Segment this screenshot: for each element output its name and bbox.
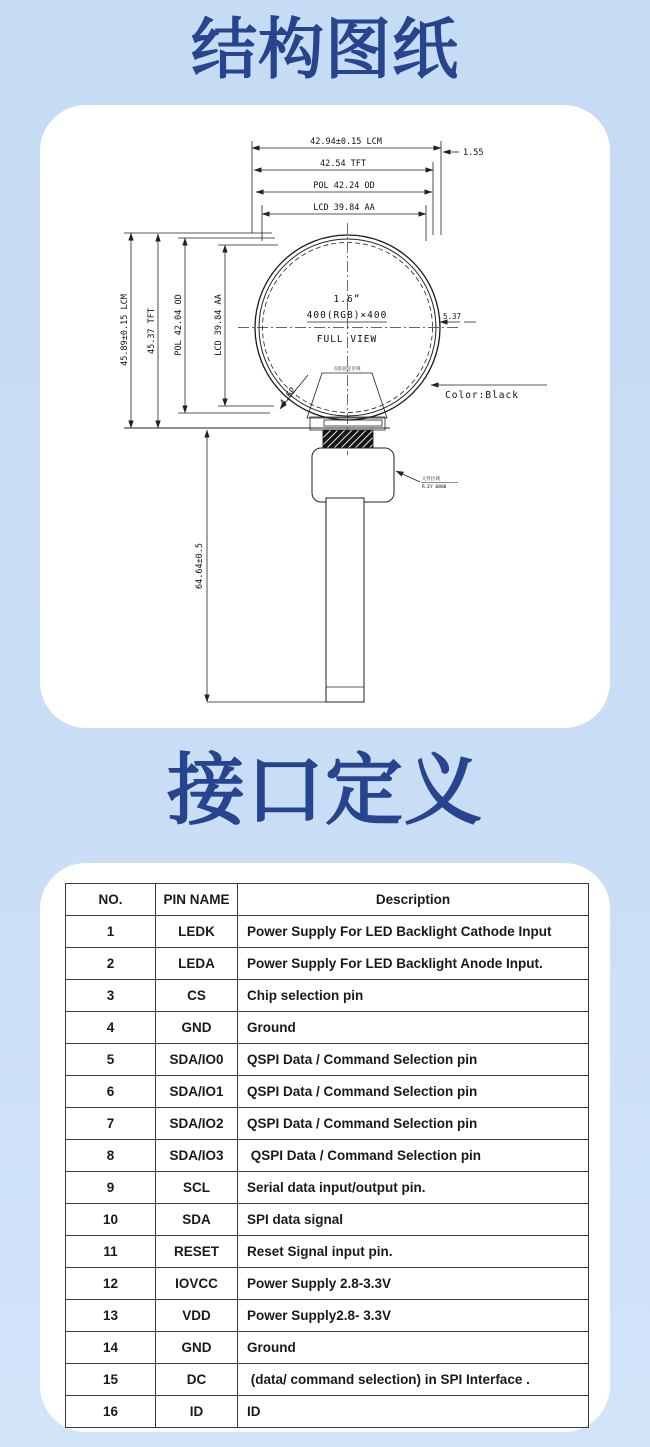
dim-label-pol-height: POL 42.04 OD: [174, 294, 184, 356]
table-row: [66, 1076, 589, 1108]
header-no: NO.: [66, 884, 156, 916]
leader-line: [396, 471, 420, 482]
dim-label-lcd-width: LCD 39.84 AA: [313, 203, 375, 213]
pin-description: Power Supply For LED Backlight Anode Input.: [238, 948, 589, 980]
screen-size-label: 1.6”: [333, 294, 361, 305]
dim-label-tft-height: 45.37 TFT: [147, 307, 157, 355]
pin-name: GND: [156, 1332, 238, 1364]
table-row: [66, 1236, 589, 1268]
fpc-note-line2: R.EY 0800: [422, 485, 447, 490]
pin-description: Serial data input/output pin.: [238, 1172, 589, 1204]
section-title-interface: 接口定义: [166, 746, 483, 834]
dim-label-right: 5.37: [442, 312, 462, 321]
pin-name: DC: [156, 1364, 238, 1396]
pin-no: 13: [66, 1300, 156, 1332]
pin-description: Power Supply 2.8-3.3V: [238, 1268, 589, 1300]
pin-name: SCL: [156, 1172, 238, 1204]
pin-no: 15: [66, 1364, 156, 1396]
section-title-structure: 结构图纸: [191, 12, 459, 86]
table-row: [66, 1204, 589, 1236]
table-row: [66, 1300, 589, 1332]
pin-name: SDA: [156, 1204, 238, 1236]
dim-label-lcm-width: 42.94±0.15 LCM: [310, 137, 382, 147]
pin-name: LEDK: [156, 916, 238, 948]
screen-view-label: FULL VIEW: [316, 334, 378, 345]
dim-label-pol-width: POL 42.24 OD: [313, 181, 375, 191]
pin-description: Ground: [238, 1012, 589, 1044]
pin-description: Power Supply2.8- 3.3V: [238, 1300, 589, 1332]
pin-name: ID: [156, 1396, 238, 1428]
dim-label-glue: 4.62: [278, 385, 299, 408]
structure-drawing: [40, 105, 610, 728]
pin-description: QSPI Data / Command Selection pin: [238, 1076, 589, 1108]
pin-description: ID: [238, 1396, 589, 1428]
table-row: [66, 916, 589, 948]
pin-description: QSPI Data / Command Selection pin: [238, 1108, 589, 1140]
pin-no: 8: [66, 1140, 156, 1172]
pin-name: VDD: [156, 1300, 238, 1332]
dim-label-lcd-height: LCD 39.84 AA: [214, 294, 224, 356]
header-pin-name: PIN NAME: [156, 884, 238, 916]
pin-description: Chip selection pin: [238, 980, 589, 1012]
pin-description: Ground: [238, 1332, 589, 1364]
dim-label-fpc-length: 64.64±0.5: [195, 542, 205, 590]
table-row: [66, 1140, 589, 1172]
fpc-cable: [326, 498, 364, 702]
pin-no: 14: [66, 1332, 156, 1364]
pin-no: 4: [66, 1012, 156, 1044]
screen-resolution-label: 400(RGB)×400: [306, 310, 388, 321]
pin-no: 11: [66, 1236, 156, 1268]
table-row: [66, 1012, 589, 1044]
pin-description: Power Supply For LED Backlight Cathode Input: [238, 916, 589, 948]
pin-no: 10: [66, 1204, 156, 1236]
pin-name: SDA/IO3: [156, 1140, 238, 1172]
pin-description: (data/ command selection) in SPI Interface .: [238, 1364, 589, 1396]
pin-name: LEDA: [156, 948, 238, 980]
pin-description: Reset Signal input pin.: [238, 1236, 589, 1268]
pin-no: 9: [66, 1172, 156, 1204]
connector-body: [312, 448, 394, 502]
table-row: [66, 1268, 589, 1300]
pin-name: SDA/IO2: [156, 1108, 238, 1140]
table-row: [66, 1044, 589, 1076]
pin-no: 5: [66, 1044, 156, 1076]
pin-description: QSPI Data / Command Selection pin: [238, 1140, 589, 1172]
table-row: [66, 980, 589, 1012]
color-note: Color:Black: [445, 390, 519, 401]
dim-label-tft-width: 42.54 TFT: [319, 159, 367, 169]
table-row: [66, 948, 589, 980]
pin-no: 3: [66, 980, 156, 1012]
pin-table-panel: [40, 863, 610, 1432]
table-row: [66, 1172, 589, 1204]
pin-no: 6: [66, 1076, 156, 1108]
pin-name: CS: [156, 980, 238, 1012]
pin-no: 16: [66, 1396, 156, 1428]
pin-no: 7: [66, 1108, 156, 1140]
pin-name: SDA/IO1: [156, 1076, 238, 1108]
pin-description: SPI data signal: [238, 1204, 589, 1236]
pin-name: IOVCC: [156, 1268, 238, 1300]
table-row: [66, 1332, 589, 1364]
glue-note: 点胶固定区域: [333, 367, 361, 372]
pin-no: 12: [66, 1268, 156, 1300]
dim-label-gap: 1.55: [463, 148, 484, 158]
pin-no: 1: [66, 916, 156, 948]
fpc-note-line1: 元件区域: [422, 477, 440, 482]
fpc-strip: [324, 420, 382, 426]
pin-name: SDA/IO0: [156, 1044, 238, 1076]
header-description: Description: [238, 884, 589, 916]
pin-definition-table: [65, 883, 589, 1428]
table-row: [66, 1364, 589, 1396]
table-header-row: [66, 884, 589, 916]
pin-no: 2: [66, 948, 156, 980]
pin-name: GND: [156, 1012, 238, 1044]
fpc-hatch-band: [323, 430, 373, 448]
structure-drawing-panel: [40, 105, 610, 728]
table-row: [66, 1396, 589, 1428]
dim-label-lcm-height: 45.89±0.15 LCM: [120, 294, 130, 366]
pin-description: QSPI Data / Command Selection pin: [238, 1044, 589, 1076]
table-row: [66, 1108, 589, 1140]
pin-name: RESET: [156, 1236, 238, 1268]
